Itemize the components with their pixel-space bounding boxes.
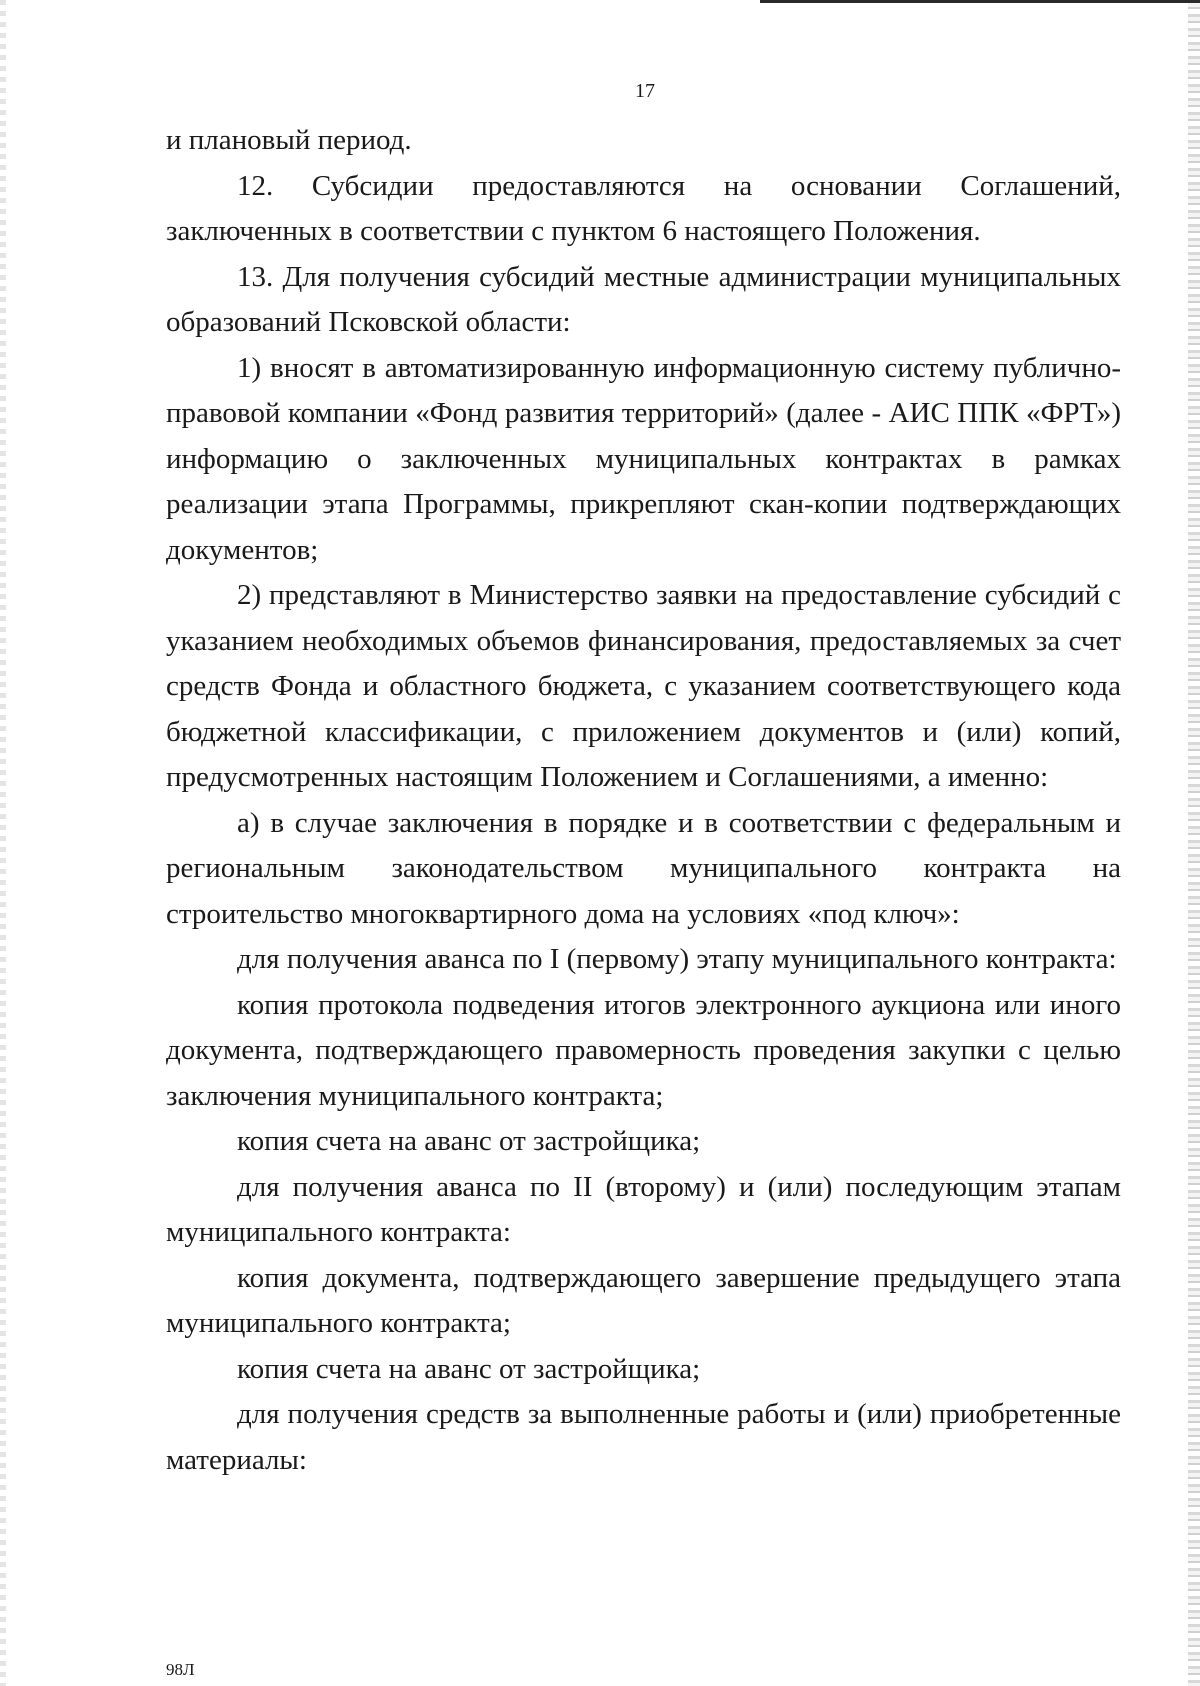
paragraph-auction-protocol: копия протокола подведения итогов электронного аукциона или иного документа, подтверждающего правомерность проведения закупки с целью заключения муниципального контракта;: [166, 988, 1121, 1112]
page-number: 17: [635, 80, 655, 102]
paragraph-invoice-copy: копия счета на аванс от застройщика;: [237, 1125, 701, 1157]
paragraph-item-13: 13. Для получения субсидий местные администрации муниципальных образований Псковской области:: [166, 260, 1121, 338]
paragraph-invoice-copy-2: копия счета на аванс от застройщика;: [237, 1352, 701, 1385]
paragraph-continuation: и плановый период.: [166, 124, 412, 156]
paragraph-subitem-2: 2) представляют в Министерство заявки на предоставление субсидий с указанием необходимых объемов финансирования, предоставляемых за счет средств Фонда и областного бюджета, с указанием соответствующего кода бюджетной классификации, с приложением документов и (или) копий, предусмотренных настоящим Положением и Соглашениями, а именно:: [166, 579, 1121, 793]
document-body: [166, 118, 1121, 1483]
paragraph-advance-stage-2: для получения аванса по II (второму) и (или) последующим этапам муниципального контракта:: [166, 1170, 1121, 1248]
paragraph-stage-completion: копия документа, подтверждающего завершение предыдущего этапа муниципального контракта;: [166, 1261, 1121, 1339]
scan-left-edge: [0, 0, 6, 1686]
paragraph-subitem-a: а) в случае заключения в порядке и в соответствии с федеральным и региональным законодательством муниципального контракта на строительство многоквартирного дома на условиях «под ключ»:: [166, 806, 1121, 930]
scan-top-line: [760, 0, 1200, 3]
paragraph-subitem-1: 1) вносят в автоматизированную информационную систему публично-правовой компании «Фонд развития территорий» (далее - АИС ППК «ФРТ») информацию о заключенных муниципальных контрактах в рамках реализации этапа Программы, прикрепляют скан-копии подтверждающих документов;: [166, 351, 1121, 566]
paragraph-completed-works: для получения средств за выполненные работы и (или) приобретенные материалы:: [166, 1398, 1121, 1476]
paragraph-advance-stage-1: для получения аванса по I (первому) этапу муниципального контракта:: [237, 943, 1117, 975]
footer-code: 98Л: [166, 1660, 195, 1679]
paragraph-item-12: 12. Субсидии предоставляются на основании Соглашений, заключенных в соответствии с пунктом 6 настоящего Положения.: [166, 169, 1121, 247]
scan-right-edge: [1188, 0, 1200, 1686]
